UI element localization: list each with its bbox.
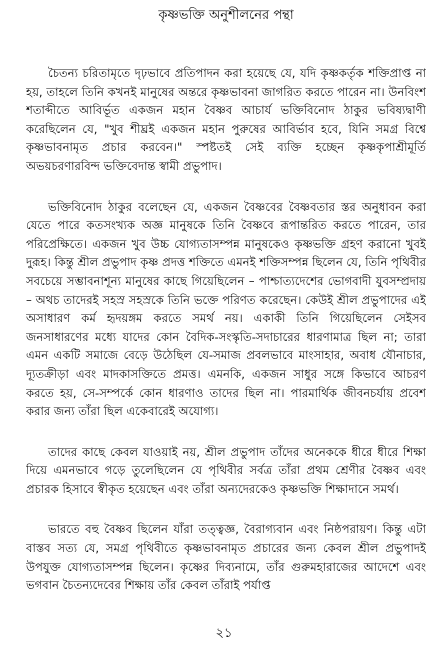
paragraph-1: চৈতন্য চরিতামৃতে দৃঢ়ভাবে প্রতিপাদন করা হয়েছে যে, যদি কৃষ্ণকর্তৃক শক্তিপ্রাপ্ত না হয়, তাহলে তিনি কখনই মানুষের অন্তরে কৃষ্ণভাবনা জাগরিত করতে পারেন না। উনবিংশ শতাব্দীতে আবির্ভূত একজন মহান বৈষ্ণব আচার্য ভক্তিবিনোদ ঠাকুর ভবিষ্যদ্বাণী করেছিলেন যে, "খুব শীঘ্রই একজন মহান পুরুষের আবির্ভাব হবে, যিনি সমগ্র বিশ্বে কৃষ্ণভাবনামৃত প্রচার করবেন।" স্পষ্টতই সেই ব্যক্তি হচ্ছেন কৃষ্ণকৃপাশ্রীমূর্তি অভয়চরণারবিন্দ ভক্তিবেদান্ত স্বামী প্রভুপাদ। [26, 66, 426, 173]
paragraph-3: তাদের কাছে কেবল যাওয়াই নয়, শ্রীল প্রভুপাদ তাঁদের অনেককে ধীরে ধীরে শিক্ষা দিয়ে এমনভাবে গড়ে তুলেছিলেন যে পৃথিবীর সর্বত্র তাঁরা প্রথম শ্রেণীর বৈষ্ণব এবং প্রচারক হিসাবে স্বীকৃত হয়েছেন এবং তাঁরা অন্যদেরকেও কৃষ্ণভক্তি শিক্ষাদানে সমর্থ। [26, 444, 426, 496]
paragraph-2: ভক্তিবিনোদ ঠাকুর বলেছেন যে, একজন বৈষ্ণবের বৈষ্ণবতার স্তর অনুধাবন করা যেতে পারে কতসংখ্যক অজ্ঞ মানুষকে তিনি বৈষ্ণবে রূপান্তরিত করতে পারেন, তার পরিপ্রেক্ষিতে। একজন খুব উচ্চ যোগ্যতাসম্পন্ন মানুষকেও কৃষ্ণভক্তি গ্রহণ করানো খুবই দুরূহ। কিন্তু শ্রীল প্রভুপাদ কৃষ্ণ প্রদত্ত শক্তিতে এমনই শক্তিসম্পন্ন ছিলেন যে, তিনি পৃথিবীর সবচেয়ে সম্ভাবনাশূন্য মানুষের কাছে গিয়েছিলেন – পাশ্চাত্যদেশের ভোগবাদী যুবসম্প্রদায় – অথচ তাদেরই সহস্র সহস্রকে তিনি ভক্তে পরিণত করেছেন। কেউই শ্রীল প্রভুপাদের এই অসাধারণ কর্ম হৃদয়ঙ্গম করতে সমর্থ নয়। একাকী তিনি গিয়েছিলেন সেইসব জনসাধারণের মধ্যে যাদের কোন বৈদিক-সংস্কৃতি-সদাচারের ধারণামাত্র ছিল না; তারা এমন একটি সমাজে বেড়ে উঠেছিল যে-সমাজ প্রবলভাবে মাংসাহার, অবাধ যৌনাচার, দ্যূতক্রীড়া এবং মাদকাসক্তিতে প্রমত্ত। এমনকি, একজন সাধুর সঙ্গে কিভাবে আচরণ করতে হয়, সে-সম্পর্কে কোন ধারণাও তাদের ছিল না। পারমার্থিক জীবনচর্যায় প্রবেশ করার জন্য তাঁরা ছিল একেবারেই অযোগ্য। [26, 199, 426, 419]
running-header: কৃষ্ণভক্তি অনুশীলনের পন্থা [158, 8, 294, 23]
paragraph-gap [26, 498, 426, 520]
paragraph-4: ভারতে বহু বৈষ্ণব ছিলেন যাঁরা তত্ত্বজ্ঞ, বৈরাগ্যবান এবং নিষ্ঠপরায়ণ। কিন্তু এটা বাস্তব সত্য যে, সমগ্র পৃথিবীতে কৃষ্ণভাবনামৃত প্রচারের জন্য কেবল শ্রীল প্রভুপাদই উপযুক্ত যোগ্যতাসম্পন্ন ছিলেন। কৃষ্ণের দিব্যনামে, তাঁর গুরুমহারাজের আদেশে এবং ভগবান চৈতন্যদেবের শিক্ষায় তাঁর কেবল তাঁরাই পর্যাপ্ত [26, 522, 426, 593]
paragraph-gap [26, 421, 426, 443]
page-number: ২১ [215, 626, 233, 641]
paragraph-gap [26, 176, 426, 198]
